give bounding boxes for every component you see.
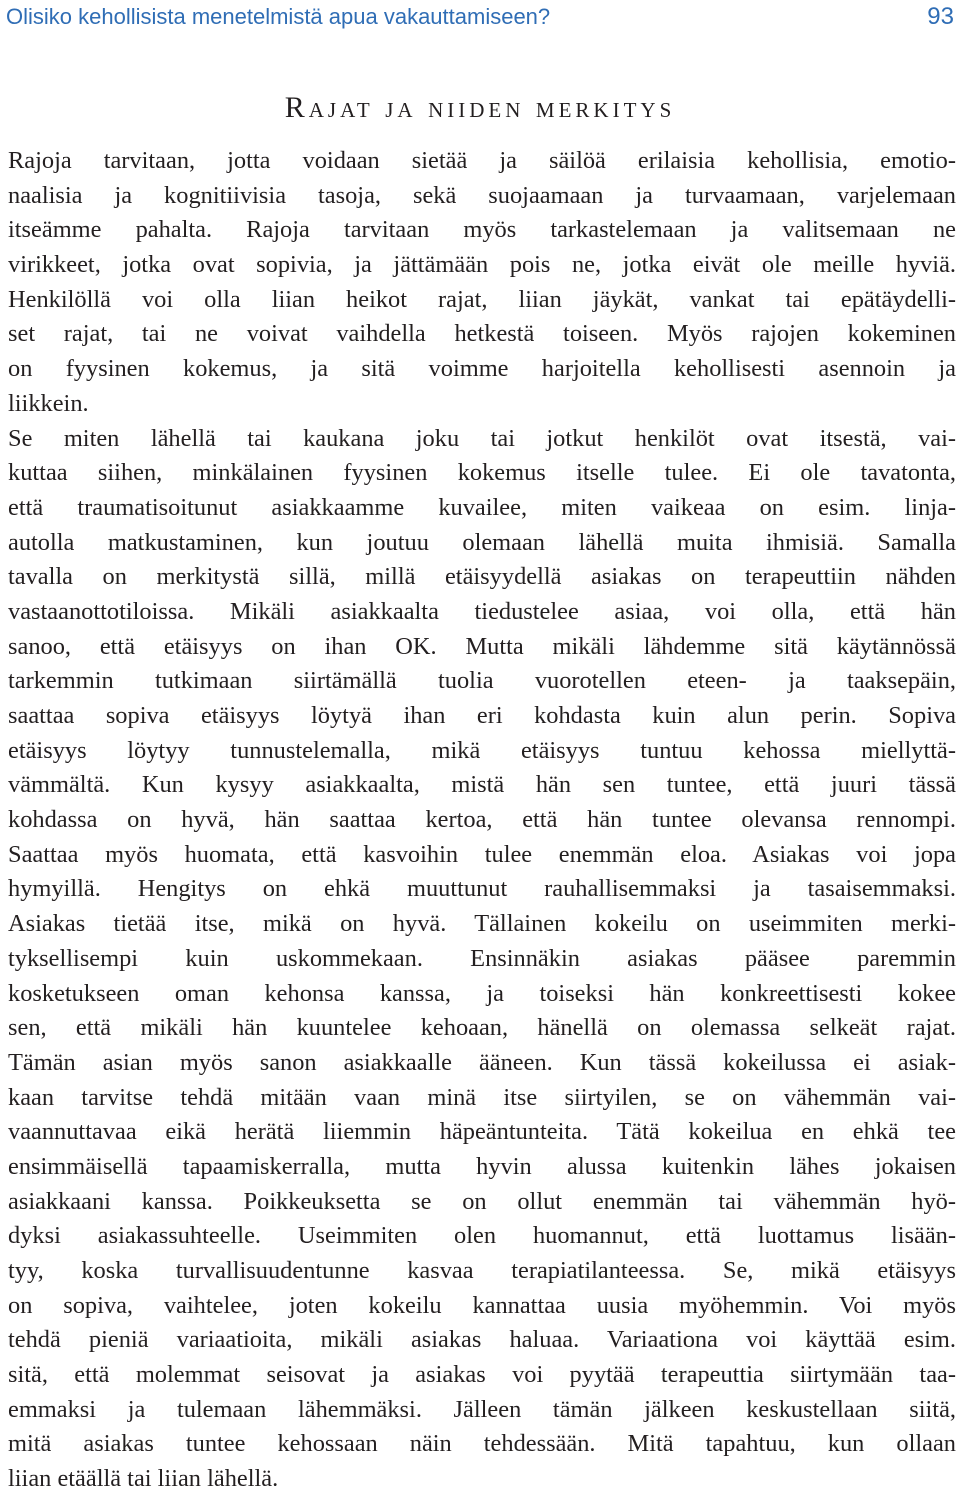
text-line: tavalla on merkitystä sillä, millä etäisyydellä asiakas on terapeuttiin nähden — [8, 563, 956, 591]
text-line: tarkemmin tutkimaan siirtämällä tuolia vuorotellen eteen- ja taaksepäin, — [8, 667, 956, 695]
text-line: emmaksi ja tulemaan lähemmäksi. Jälleen tämän jälkeen keskustellaan siitä, — [8, 1395, 956, 1423]
text-line: saattaa sopiva etäisyys löytyä ihan eri kohdasta kuin alun perin. Sopiva — [8, 702, 956, 729]
text-line: tehdä pieniä variaatioita, mikäli asiakas haluaa. Variaationa voi käyttää esim. — [8, 1326, 956, 1354]
text-line: kosketukseen oman kehonsa kanssa, ja toiseksi hän konkreettisesti kokee — [8, 979, 956, 1007]
text-line: vastaanottotiloissa. Mikäli asiakkaalta tiedustelee asiaa, voi olla, että hän — [8, 597, 956, 625]
text-line: tyy, koska turvallisuudentunne kasvaa terapiatilanteessa. Se, mikä etäisyys — [8, 1257, 956, 1284]
text-line: autolla matkustaminen, kun joutuu olemaan lähellä muita ihmisiä. Samalla — [8, 528, 956, 556]
text-line: itseämme pahalta. Rajoja tarvitaan myös tarkastelemaan ja valitsemaan ne — [8, 216, 956, 244]
text-line: sen, että mikäli hän kuuntelee kehoaan, hänellä on olemassa selkeät rajat. — [8, 1014, 956, 1042]
text-line: hymyillä. Hengitys on ehkä muuttunut rauhallisemmaksi ja tasaisemmaksi. — [8, 875, 956, 903]
text-line: vämmältä. Kun kysyy asiakkaalta, mistä hän sen tuntee, että juuri tässä — [8, 771, 956, 799]
text-line: dyksi asiakassuhteelle. Useimmiten olen huomannut, että luottamus lisään- — [8, 1222, 956, 1250]
running-title: Olisiko kehollisista menetelmistä apua vakauttamiseen? — [6, 4, 551, 29]
text-line: vaannuttavaa eikä herätä liiemmin häpeäntunteita. Tätä kokeilua en ehkä tee — [8, 1118, 956, 1146]
text-line: tyksellisempi kuin uskommekaan. Ensinnäkin asiakas pääsee paremmin — [8, 944, 956, 972]
text-line: että traumatisoitunut asiakkaamme kuvailee, miten vaikeaa on esim. linja- — [8, 493, 956, 521]
text-line: Se miten lähellä tai kaukana joku tai jotkut henkilöt ovat itsestä, vai- — [8, 424, 956, 452]
text-line: etäisyys löytyy tunnustelemalla, mikä etäisyys tuntuu kehossa miellyttä- — [8, 736, 956, 764]
text-line: asiakkaani kanssa. Poikkeuksetta se on ollut enemmän tai vähemmän hyö- — [8, 1187, 956, 1215]
text-line: Henkilöllä voi olla liian heikot rajat, liian jäykät, vankat tai epätäydelli- — [8, 285, 956, 313]
text-line: kohdassa on hyvä, hän saattaa kertoa, että hän tuntee olevansa rennompi. — [8, 806, 956, 834]
text-line: on sopiva, vaihtelee, joten kokeilu kannattaa uusia myöhemmin. Voi myös — [8, 1291, 956, 1319]
text-line: Saattaa myös huomata, että kasvoihin tulee enemmän eloa. Asiakas voi jopa — [8, 840, 956, 868]
text-line: liikkein. — [8, 389, 89, 417]
text-line: Asiakas tietää itse, mikä on hyvä. Tällainen kokeilu on useimmiten merki- — [8, 910, 956, 938]
text-line: liian etäällä tai liian lähellä. — [8, 1465, 279, 1493]
body-text — [8, 144, 956, 1497]
text-line: Tämän asian myös sanon asiakkaalle ääneen. Kun tässä kokeilussa ei asiak- — [8, 1048, 956, 1076]
text-line: Rajoja tarvitaan, jotta voidaan sietää ja säilöä erilaisia kehollisia, emotio- — [8, 147, 956, 174]
text-line: naalisia ja kognitiivisia tasoja, sekä suojaamaan ja turvaamaan, varjelemaan — [8, 181, 956, 209]
text-line: kaan tarvitse tehdä mitään vaan minä itse siirtyilen, se on vähemmän vai- — [8, 1083, 956, 1111]
text-line: sitä, että molemmat seisovat ja asiakas voi pyytää terapeuttia siirtymään taa- — [8, 1361, 956, 1389]
text-line: virikkeet, jotka ovat sopivia, ja jättämään pois ne, jotka eivät ole meille hyviä. — [8, 251, 956, 279]
text-line: mitä asiakas tuntee kehossaan näin tehdessään. Mitä tapahtuu, kun ollaan — [8, 1430, 956, 1458]
page-number: 93 — [927, 3, 954, 30]
section-heading: Rajat ja niiden merkitys — [284, 91, 676, 124]
text-line: on fyysinen kokemus, ja sitä voimme harjoitella kehollisesti asennoin ja — [8, 355, 956, 383]
text-line: ensimmäisellä tapaamiskerralla, mutta hyvin alussa kuitenkin lähes jokaisen — [8, 1152, 956, 1180]
text-line: set rajat, tai ne voivat vaihdella hetkestä toiseen. Myös rajojen kokeminen — [8, 320, 956, 348]
text-line: sanoo, että etäisyys on ihan OK. Mutta mikäli lähdemme sitä käytännössä — [8, 632, 956, 660]
running-header — [6, 2, 954, 32]
text-line: kuttaa siihen, minkälainen fyysinen kokemus itselle tulee. Ei ole tavatonta, — [8, 459, 956, 487]
